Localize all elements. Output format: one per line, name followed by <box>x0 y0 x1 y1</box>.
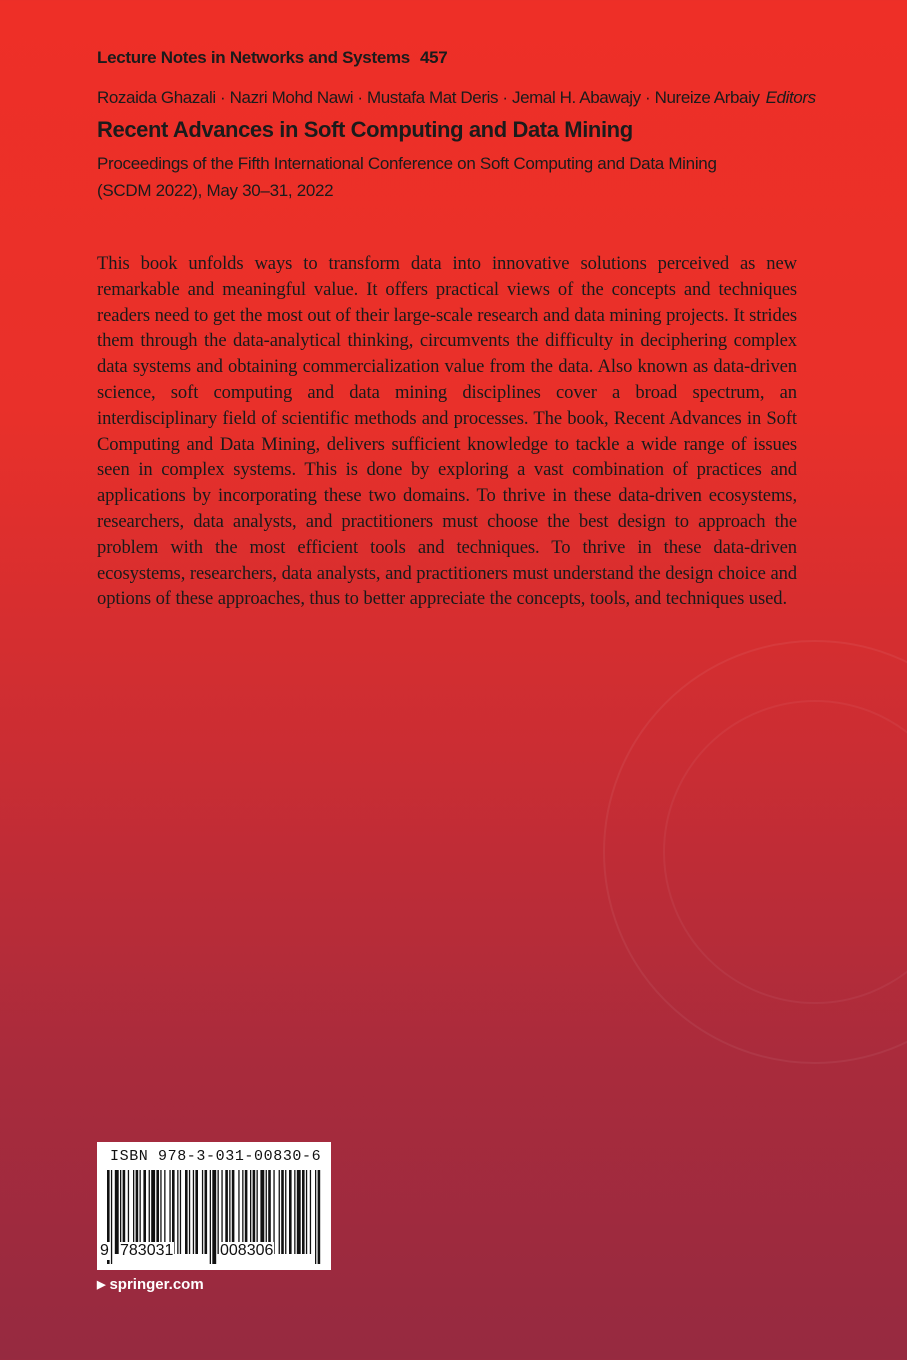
series-name: Lecture Notes in Networks and Systems <box>97 48 410 67</box>
barcode-digits-left: 783031 <box>120 1242 174 1259</box>
publisher-link[interactable] <box>97 1276 204 1293</box>
book-subtitle: Proceedings of the Fifth International Conference on Soft Computing and Data Mining (SCDM 2022), May 30–31, 2022 <box>97 154 717 200</box>
triangle-right-icon: ▶ <box>97 1279 106 1291</box>
series-line <box>97 48 447 68</box>
editors-line <box>97 88 816 108</box>
publisher-website: springer.com <box>109 1276 204 1293</box>
editors-role: Editors <box>765 88 816 107</box>
editor-names: Rozaida Ghazali · Nazri Mohd Nawi · Mustafa Mat Deris · Jemal H. Abawajy · Nureize Arbaiy <box>97 88 760 107</box>
isbn-barcode <box>97 1142 331 1270</box>
book-title: Recent Advances in Soft Computing and Data Mining <box>97 117 633 142</box>
barcode-digit-first: 9 <box>100 1242 109 1259</box>
barcode-digits <box>97 1242 331 1264</box>
series-volume: 457 <box>419 48 448 67</box>
book-blurb: This book unfolds ways to transform data into innovative solutions perceived as new remarkable and meaningful value. It offers practical views of the concepts and techniques readers need to get the most out of their large-scale research and data mining projects. It strides them through the data-analytical thinking, circumvents the difficulty in deciphering complex data systems and obtaining commercialization value from the data. Also known as data-driven science, soft computing and data mining disciplines cover a broad spectrum, an interdisciplinary field of scientific methods and processes. The book, Recent Advances in Soft Computing and Data Mining, delivers sufficient knowledge to tackle a wide range of issues seen in complex systems. This is done by exploring a vast combination of practices and applications by incorporating these two domains. To thrive in these data-driven ecosystems, researchers, data analysts, and practitioners must choose the best design to approach the problem with the most efficient tools and techniques. To thrive in these data-driven ecosystems, researchers, data analysts, and practitioners must understand the design choice and options of these approaches, thus to better appreciate the concepts, tools, and techniques used. <box>97 253 797 610</box>
isbn-label: ISBN 978-3-031-00830-6 <box>110 1148 322 1165</box>
barcode-digits-right: 008306 <box>220 1242 274 1259</box>
